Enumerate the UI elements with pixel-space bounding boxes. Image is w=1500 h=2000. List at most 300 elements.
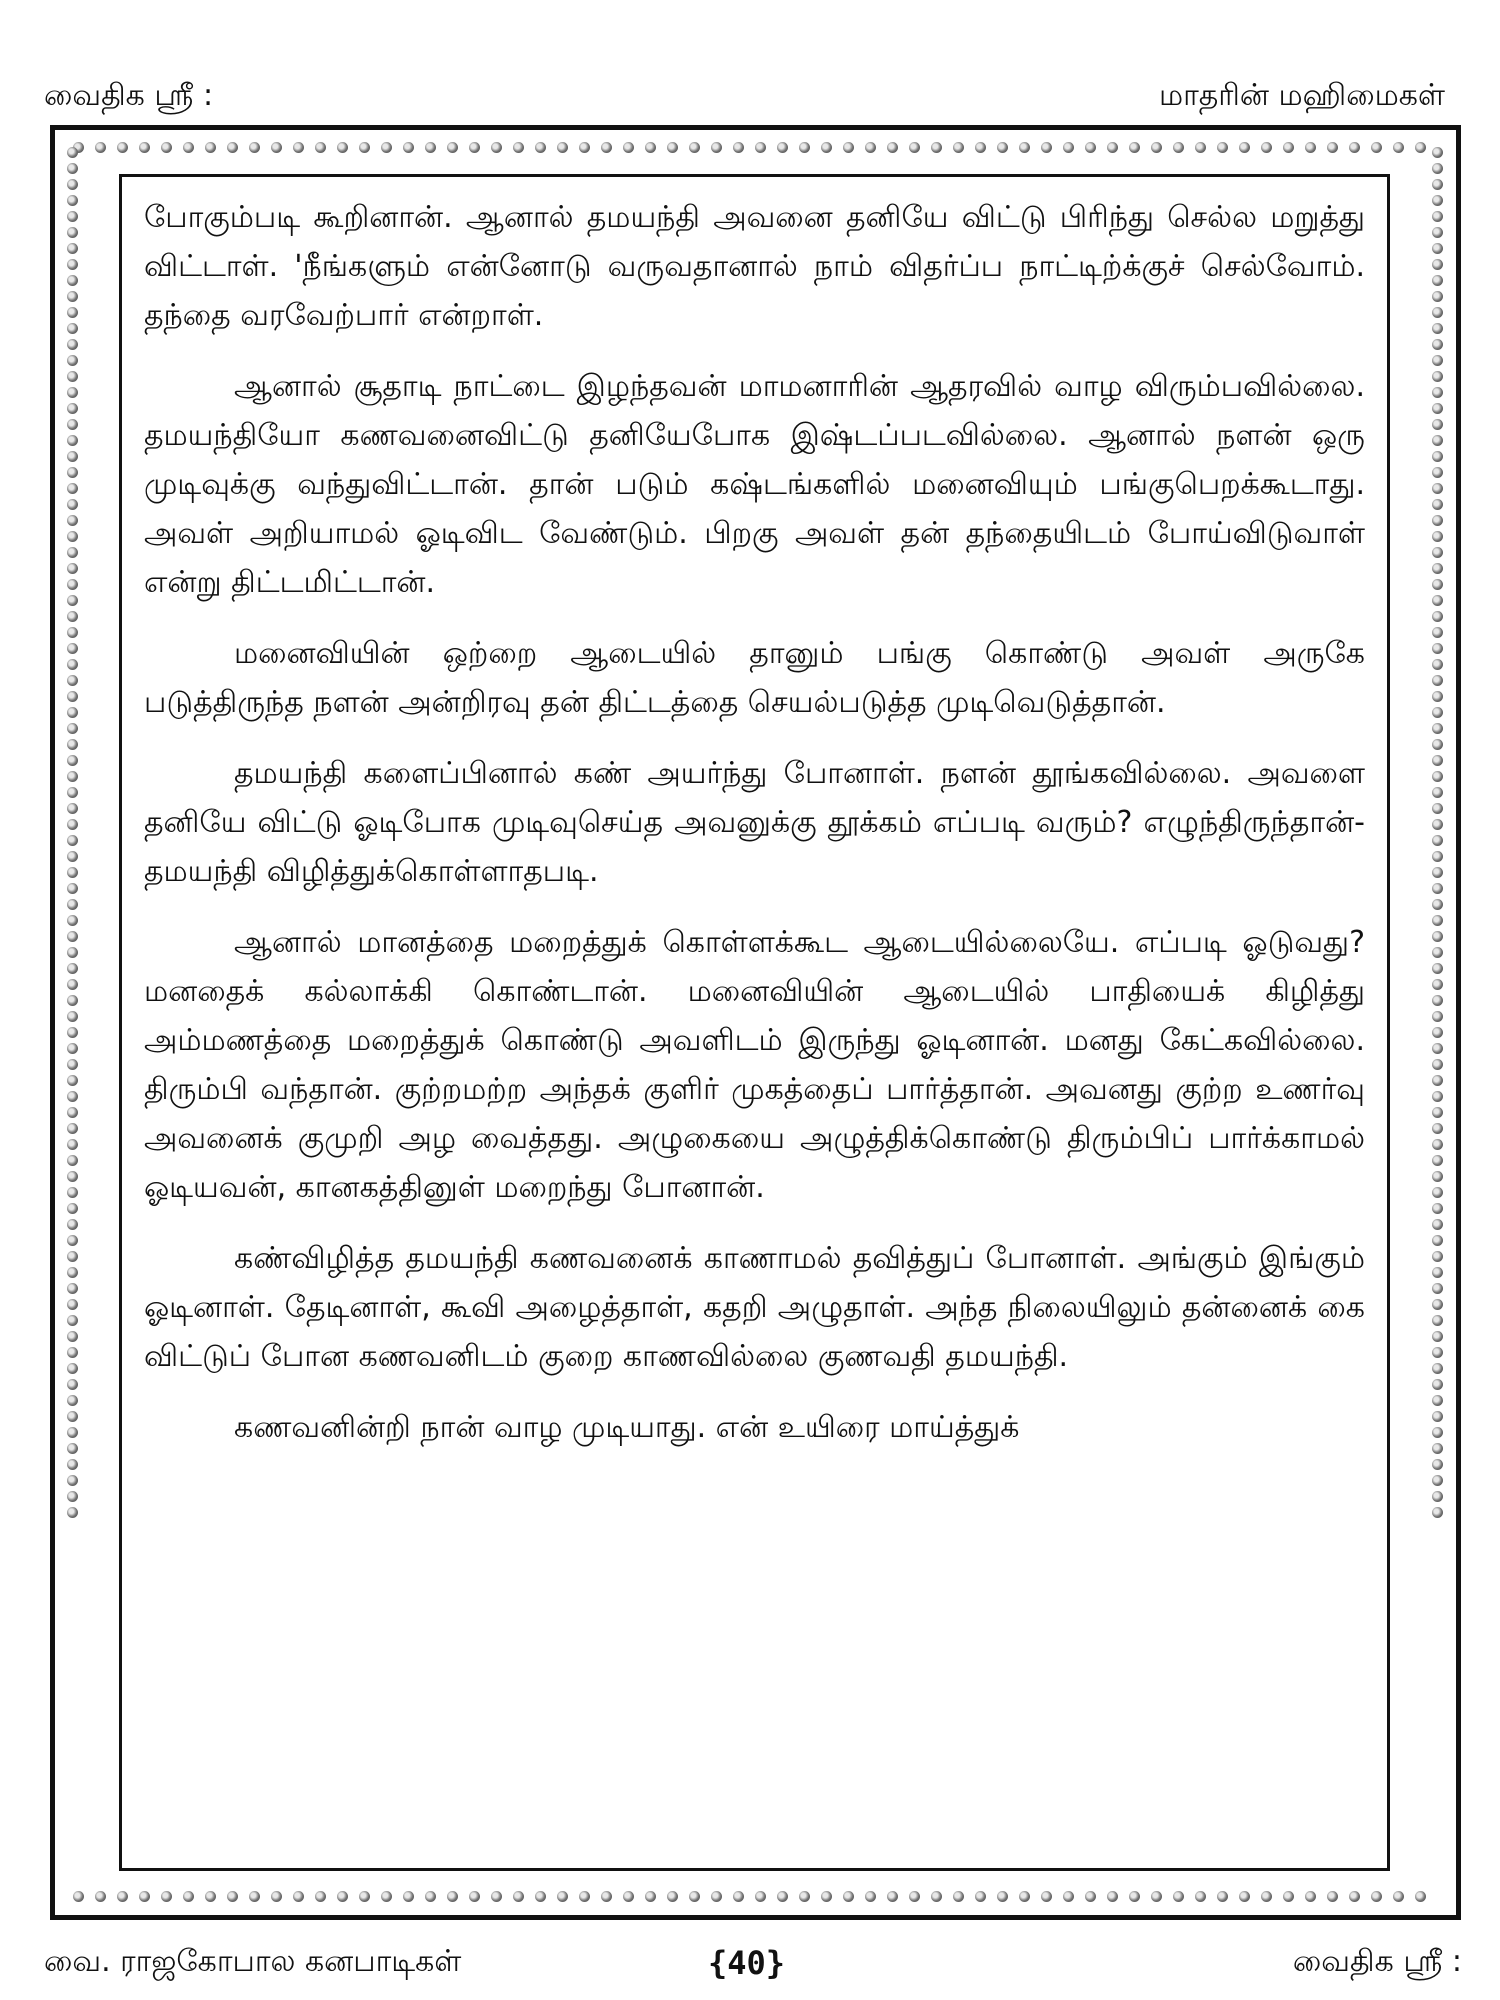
border-dot [67, 1347, 78, 1358]
border-dot [139, 142, 150, 153]
border-dot [67, 515, 78, 526]
border-dot [249, 1891, 260, 1902]
border-dot [67, 467, 78, 478]
border-dot [799, 142, 810, 153]
border-dot [1217, 142, 1228, 153]
border-dot [1129, 142, 1140, 153]
border-dot [1432, 1187, 1443, 1198]
border-dot [1432, 915, 1443, 926]
border-dot [1432, 1395, 1443, 1406]
border-dot [425, 1891, 436, 1902]
border-dot [1261, 1891, 1272, 1902]
border-dot [1432, 595, 1443, 606]
border-dot [67, 1267, 78, 1278]
border-dot [1173, 142, 1184, 153]
border-dot [1432, 1267, 1443, 1278]
border-dot [1432, 259, 1443, 270]
paragraph-3: மனைவியின் ஒற்றை ஆடையில் தானும் பங்கு கொண்டு அவள் அருகே படுத்திருந்த நளன் அன்றிரவு தன் திட்டத்தை செயல்படுத்த முடிவெடுத்தான். [144, 636, 1365, 720]
border-dot [1432, 883, 1443, 894]
border-dot [67, 1363, 78, 1374]
border-dot [821, 1891, 832, 1902]
border-dot [1432, 1459, 1443, 1470]
border-dot [1432, 1491, 1443, 1502]
border-dot [755, 1891, 766, 1902]
border-dot [67, 483, 78, 494]
border-dot [1432, 1043, 1443, 1054]
border-dot [67, 931, 78, 942]
border-dot [1432, 1315, 1443, 1326]
border-dot [1432, 243, 1443, 254]
border-dot [403, 142, 414, 153]
border-dot [1019, 142, 1030, 153]
border-dot [469, 142, 480, 153]
running-header-left: வைதிக ஸ்ரீ : [44, 78, 214, 113]
border-dot [1432, 787, 1443, 798]
border-dot [1432, 483, 1443, 494]
border-dot [1432, 963, 1443, 974]
border-dot [1432, 1171, 1443, 1182]
border-dot [67, 835, 78, 846]
border-dot [67, 723, 78, 734]
dotted-border-bottom [67, 1887, 1444, 1907]
border-dot [887, 1891, 898, 1902]
border-dot [1432, 675, 1443, 686]
border-dot [67, 531, 78, 542]
border-dot [909, 1891, 920, 1902]
border-dot [67, 979, 78, 990]
border-dot [1129, 1891, 1140, 1902]
border-dot [95, 142, 106, 153]
border-dot [1432, 1203, 1443, 1214]
border-dot [1327, 1891, 1338, 1902]
border-dot [1432, 547, 1443, 558]
border-dot [67, 1155, 78, 1166]
border-dot [67, 451, 78, 462]
border-dot [887, 142, 898, 153]
border-dot [67, 403, 78, 414]
border-dot [95, 1891, 106, 1902]
border-dot [1432, 803, 1443, 814]
border-dot [67, 1171, 78, 1182]
border-dot [67, 1043, 78, 1054]
border-dot [1432, 275, 1443, 286]
border-dot [1432, 1091, 1443, 1102]
border-dot [1432, 835, 1443, 846]
border-dot [1393, 1891, 1404, 1902]
border-dot [1432, 1107, 1443, 1118]
border-dot [67, 1203, 78, 1214]
border-dot [623, 142, 634, 153]
border-dot [1432, 1427, 1443, 1438]
border-dot [425, 142, 436, 153]
border-dot [315, 1891, 326, 1902]
border-dot [183, 142, 194, 153]
border-dot [67, 739, 78, 750]
border-dot [1432, 995, 1443, 1006]
border-dot [67, 291, 78, 302]
border-dot [67, 163, 78, 174]
border-dot [1432, 1283, 1443, 1294]
border-dot [645, 142, 656, 153]
border-dot [1151, 142, 1162, 153]
paragraph-1: போகும்படி கூறினான். ஆனால் தமயந்தி அவனை தனியே விட்டு பிரிந்து செல்ல மறுத்து விட்டாள். 'நீங்களும் என்னோடு வருவதானால் நாம் விதர்ப்ப நாட்டிற்க்குச் செல்வோம். தந்தை வரவேற்பார் என்றாள். [144, 200, 1365, 333]
running-footer-right: வைதிக ஸ்ரீ : [1292, 1944, 1462, 1979]
border-dot [1432, 1507, 1443, 1518]
border-dot [67, 1219, 78, 1230]
border-dot [67, 1475, 78, 1486]
border-dot [1432, 755, 1443, 766]
border-dot [1305, 142, 1316, 153]
border-dot [67, 707, 78, 718]
border-dot [67, 387, 78, 398]
border-dot [909, 142, 920, 153]
border-dot [67, 1491, 78, 1502]
running-header-right: மாதரின் மஹிமைகள் [1158, 78, 1445, 113]
border-dot [139, 1891, 150, 1902]
border-dot [67, 435, 78, 446]
border-dot [1432, 387, 1443, 398]
border-dot [953, 1891, 964, 1902]
border-dot [667, 1891, 678, 1902]
border-dot [1432, 1299, 1443, 1310]
border-dot [1432, 643, 1443, 654]
border-dot [67, 819, 78, 830]
border-dot [1327, 142, 1338, 153]
border-dot [1432, 979, 1443, 990]
border-dot [1173, 1891, 1184, 1902]
border-dot [1432, 531, 1443, 542]
border-dot [1432, 627, 1443, 638]
border-dot [1432, 947, 1443, 958]
border-dot [1432, 1139, 1443, 1150]
paragraph-5: ஆனால் மானத்தை மறைத்துக் கொள்ளக்கூட ஆடையில்லையே. எப்படி ஓடுவது? மனதைக் கல்லாக்கி கொண்டான். மனைவியின் ஆடையில் பாதியைக் கிழித்து அம்மணத்தை மறைத்துக் கொண்டு அவளிடம் இருந்து ஓடினான். மனது கேட்கவில்லை. திரும்பி வந்தான். குற்றமற்ற அந்தக் குளிர் முகத்தைப் பார்த்தான். அவனது குற்ற உணர்வு அவனைக் குமுறி அழ வைத்தது. அழுகையை அழுத்திக்கொண்டு திரும்பிப் பார்க்காமல் ஓடியவன், கானகத்தினுள் மறைந்து போனான். [144, 925, 1365, 1205]
border-dot [293, 1891, 304, 1902]
border-dot [1432, 771, 1443, 782]
border-dot [579, 1891, 590, 1902]
border-dot [67, 595, 78, 606]
border-dot [601, 142, 612, 153]
border-dot [601, 1891, 612, 1902]
border-dot [67, 867, 78, 878]
border-dot [1432, 1363, 1443, 1374]
border-dot [67, 1123, 78, 1134]
border-dot [67, 1395, 78, 1406]
border-dot [1239, 1891, 1250, 1902]
border-dot [491, 142, 502, 153]
border-dot [1239, 142, 1250, 153]
border-dot [689, 142, 700, 153]
border-dot [67, 1187, 78, 1198]
border-dot [67, 1427, 78, 1438]
border-dot [67, 915, 78, 926]
border-dot [117, 1891, 128, 1902]
border-dot [67, 1315, 78, 1326]
text-frame [119, 174, 1390, 1871]
border-dot [67, 1411, 78, 1422]
paragraph-6: கண்விழித்த தமயந்தி கணவனைக் காணாமல் தவித்துப் போனாள். அங்கும் இங்கும் ஓடினாள். தேடினாள், கூவி அழைத்தாள், கதறி அழுதாள். அந்த நிலையிலும் தன்னைக் கை விட்டுப் போன கணவனிடம் குறை காணவில்லை குணவதி தமயந்தி. [144, 1241, 1365, 1374]
body-text [144, 193, 1365, 1860]
border-dot [227, 142, 238, 153]
border-dot [1432, 147, 1443, 158]
border-dot [733, 1891, 744, 1902]
border-dot [1432, 931, 1443, 942]
border-dot [1432, 451, 1443, 462]
border-dot [1432, 499, 1443, 510]
border-dot [667, 142, 678, 153]
border-dot [1432, 1443, 1443, 1454]
border-dot [975, 1891, 986, 1902]
border-dot [67, 227, 78, 238]
border-dot [67, 355, 78, 366]
border-dot [931, 1891, 942, 1902]
border-dot [865, 142, 876, 153]
border-dot [491, 1891, 502, 1902]
border-dot [755, 142, 766, 153]
border-dot [447, 142, 458, 153]
border-dot [67, 659, 78, 670]
border-dot [1432, 211, 1443, 222]
border-dot [1283, 142, 1294, 153]
border-dot [67, 1091, 78, 1102]
border-dot [1432, 1075, 1443, 1086]
border-dot [623, 1891, 634, 1902]
border-dot [1432, 851, 1443, 862]
border-dot [1261, 142, 1272, 153]
dotted-border-top [67, 138, 1444, 158]
border-dot [1432, 1331, 1443, 1342]
border-dot [67, 1107, 78, 1118]
border-dot [67, 1507, 78, 1518]
border-dot [67, 611, 78, 622]
border-dot [1432, 691, 1443, 702]
running-footer-author: வை. ராஜகோபால கனபாடிகள் [44, 1944, 462, 1979]
border-dot [843, 1891, 854, 1902]
border-dot [777, 142, 788, 153]
border-dot [1432, 899, 1443, 910]
border-dot [1432, 659, 1443, 670]
border-dot [557, 1891, 568, 1902]
border-dot [711, 142, 722, 153]
border-dot [67, 275, 78, 286]
border-dot [67, 947, 78, 958]
border-dot [997, 1891, 1008, 1902]
border-dot [711, 1891, 722, 1902]
border-dot [67, 179, 78, 190]
border-dot [689, 1891, 700, 1902]
border-dot [931, 142, 942, 153]
border-dot [1349, 1891, 1360, 1902]
border-dot [1195, 142, 1206, 153]
border-dot [1349, 142, 1360, 153]
paragraph-2: ஆனால் சூதாடி நாட்டை இழந்தவன் மாமனாரின் ஆதரவில் வாழ விரும்பவில்லை. தமயந்தியோ கணவனைவிட்டு தனியேபோக இஷ்டப்படவில்லை. ஆனால் நளன் ஒரு முடிவுக்கு வந்துவிட்டான். தான் படும் கஷ்டங்களில் மனைவியும் பங்குபெறக்கூடாது. அவள் அறியாமல் ஓடிவிட வேண்டும். பிறகு அவள் தன் தந்தையிடம் போய்விடுவாள் என்று திட்டமிட்டான். [144, 369, 1365, 600]
border-dot [1217, 1891, 1228, 1902]
paragraph-7: கணவனின்றி நான் வாழ முடியாது. என் உயிரை மாய்த்துக் [234, 1410, 1020, 1445]
border-dot [381, 142, 392, 153]
dotted-border-left [63, 142, 83, 1903]
border-dot [67, 1251, 78, 1262]
border-dot [67, 851, 78, 862]
border-dot [1432, 579, 1443, 590]
border-dot [67, 371, 78, 382]
border-dot [1432, 371, 1443, 382]
border-dot [843, 142, 854, 153]
border-dot [777, 1891, 788, 1902]
border-dot [1432, 819, 1443, 830]
border-dot [821, 142, 832, 153]
border-dot [975, 142, 986, 153]
border-dot [67, 803, 78, 814]
border-dot [1432, 195, 1443, 206]
border-dot [1432, 1219, 1443, 1230]
border-dot [1063, 1891, 1074, 1902]
border-dot [1107, 142, 1118, 153]
border-dot [67, 627, 78, 638]
border-dot [1432, 179, 1443, 190]
border-dot [67, 995, 78, 1006]
border-dot [67, 691, 78, 702]
border-dot [67, 787, 78, 798]
border-dot [1371, 142, 1382, 153]
border-dot [1432, 307, 1443, 318]
border-dot [359, 142, 370, 153]
border-dot [1432, 1059, 1443, 1070]
border-dot [1041, 1891, 1052, 1902]
border-dot [953, 142, 964, 153]
border-dot [67, 259, 78, 270]
border-dot [359, 1891, 370, 1902]
border-dot [733, 142, 744, 153]
border-dot [1283, 1891, 1294, 1902]
border-dot [1041, 142, 1052, 153]
border-dot [67, 307, 78, 318]
border-dot [1432, 227, 1443, 238]
border-dot [579, 142, 590, 153]
border-dot [161, 1891, 172, 1902]
border-dot [1305, 1891, 1316, 1902]
border-dot [997, 142, 1008, 153]
border-dot [1371, 1891, 1382, 1902]
border-dot [1432, 467, 1443, 478]
border-dot [67, 195, 78, 206]
border-dot [67, 899, 78, 910]
border-dot [67, 1011, 78, 1022]
border-dot [67, 547, 78, 558]
border-dot [865, 1891, 876, 1902]
border-dot [1432, 1123, 1443, 1134]
border-dot [293, 142, 304, 153]
border-dot [67, 499, 78, 510]
border-dot [67, 755, 78, 766]
border-dot [1432, 355, 1443, 366]
border-dot [67, 1235, 78, 1246]
border-dot [67, 1331, 78, 1342]
border-dot [1415, 1891, 1426, 1902]
border-dot [1432, 403, 1443, 414]
decorative-page-border [50, 125, 1461, 1920]
border-dot [67, 643, 78, 654]
border-dot [1432, 291, 1443, 302]
border-dot [67, 963, 78, 974]
border-dot [1432, 419, 1443, 430]
border-dot [1432, 611, 1443, 622]
border-dot [1432, 1011, 1443, 1022]
border-dot [1393, 142, 1404, 153]
border-dot [1085, 1891, 1096, 1902]
border-dot [1432, 1475, 1443, 1486]
border-dot [1432, 1411, 1443, 1422]
border-dot [1085, 142, 1096, 153]
border-dot [117, 142, 128, 153]
border-dot [67, 1027, 78, 1038]
border-dot [1432, 563, 1443, 574]
border-dot [67, 1139, 78, 1150]
border-dot [67, 243, 78, 254]
border-dot [67, 883, 78, 894]
border-dot [1432, 1379, 1443, 1390]
border-dot [227, 1891, 238, 1902]
border-dot [271, 1891, 282, 1902]
border-dot [67, 1379, 78, 1390]
paragraph-4: தமயந்தி களைப்பினால் கண் அயர்ந்து போனாள். நளன் தூங்கவில்லை. அவளை தனியே விட்டு ஓடிபோக முடிவுசெய்த அவனுக்கு தூக்கம் எப்படி வரும்? எழுந்திருந்தான்- தமயந்தி விழித்துக்கொள்ளாதபடி. [144, 756, 1365, 889]
border-dot [67, 771, 78, 782]
border-dot [67, 1443, 78, 1454]
border-dot [1432, 867, 1443, 878]
border-dot [1019, 1891, 1030, 1902]
border-dot [67, 563, 78, 574]
border-dot [1432, 1347, 1443, 1358]
border-dot [271, 142, 282, 153]
border-dot [205, 1891, 216, 1902]
border-dot [337, 1891, 348, 1902]
border-dot [1063, 142, 1074, 153]
border-dot [1432, 1027, 1443, 1038]
border-dot [67, 1299, 78, 1310]
border-dot [535, 142, 546, 153]
border-dot [67, 1059, 78, 1070]
border-dot [67, 147, 78, 158]
border-dot [1432, 515, 1443, 526]
border-dot [1432, 739, 1443, 750]
border-dot [557, 142, 568, 153]
border-dot [1195, 1891, 1206, 1902]
border-dot [403, 1891, 414, 1902]
border-dot [799, 1891, 810, 1902]
border-dot [513, 1891, 524, 1902]
border-dot [381, 1891, 392, 1902]
border-dot [161, 142, 172, 153]
border-dot [1432, 1155, 1443, 1166]
border-dot [1432, 435, 1443, 446]
border-dot [535, 1891, 546, 1902]
page-number: {40} [708, 1944, 786, 1982]
border-dot [249, 142, 260, 153]
border-dot [67, 339, 78, 350]
border-dot [1432, 707, 1443, 718]
border-dot [1432, 723, 1443, 734]
border-dot [205, 142, 216, 153]
border-dot [67, 1283, 78, 1294]
border-dot [469, 1891, 480, 1902]
border-dot [1432, 1251, 1443, 1262]
border-dot [1415, 142, 1426, 153]
border-dot [67, 211, 78, 222]
border-dot [67, 1459, 78, 1470]
border-dot [1151, 1891, 1162, 1902]
border-dot [1432, 339, 1443, 350]
border-dot [183, 1891, 194, 1902]
border-dot [67, 419, 78, 430]
border-dot [337, 142, 348, 153]
